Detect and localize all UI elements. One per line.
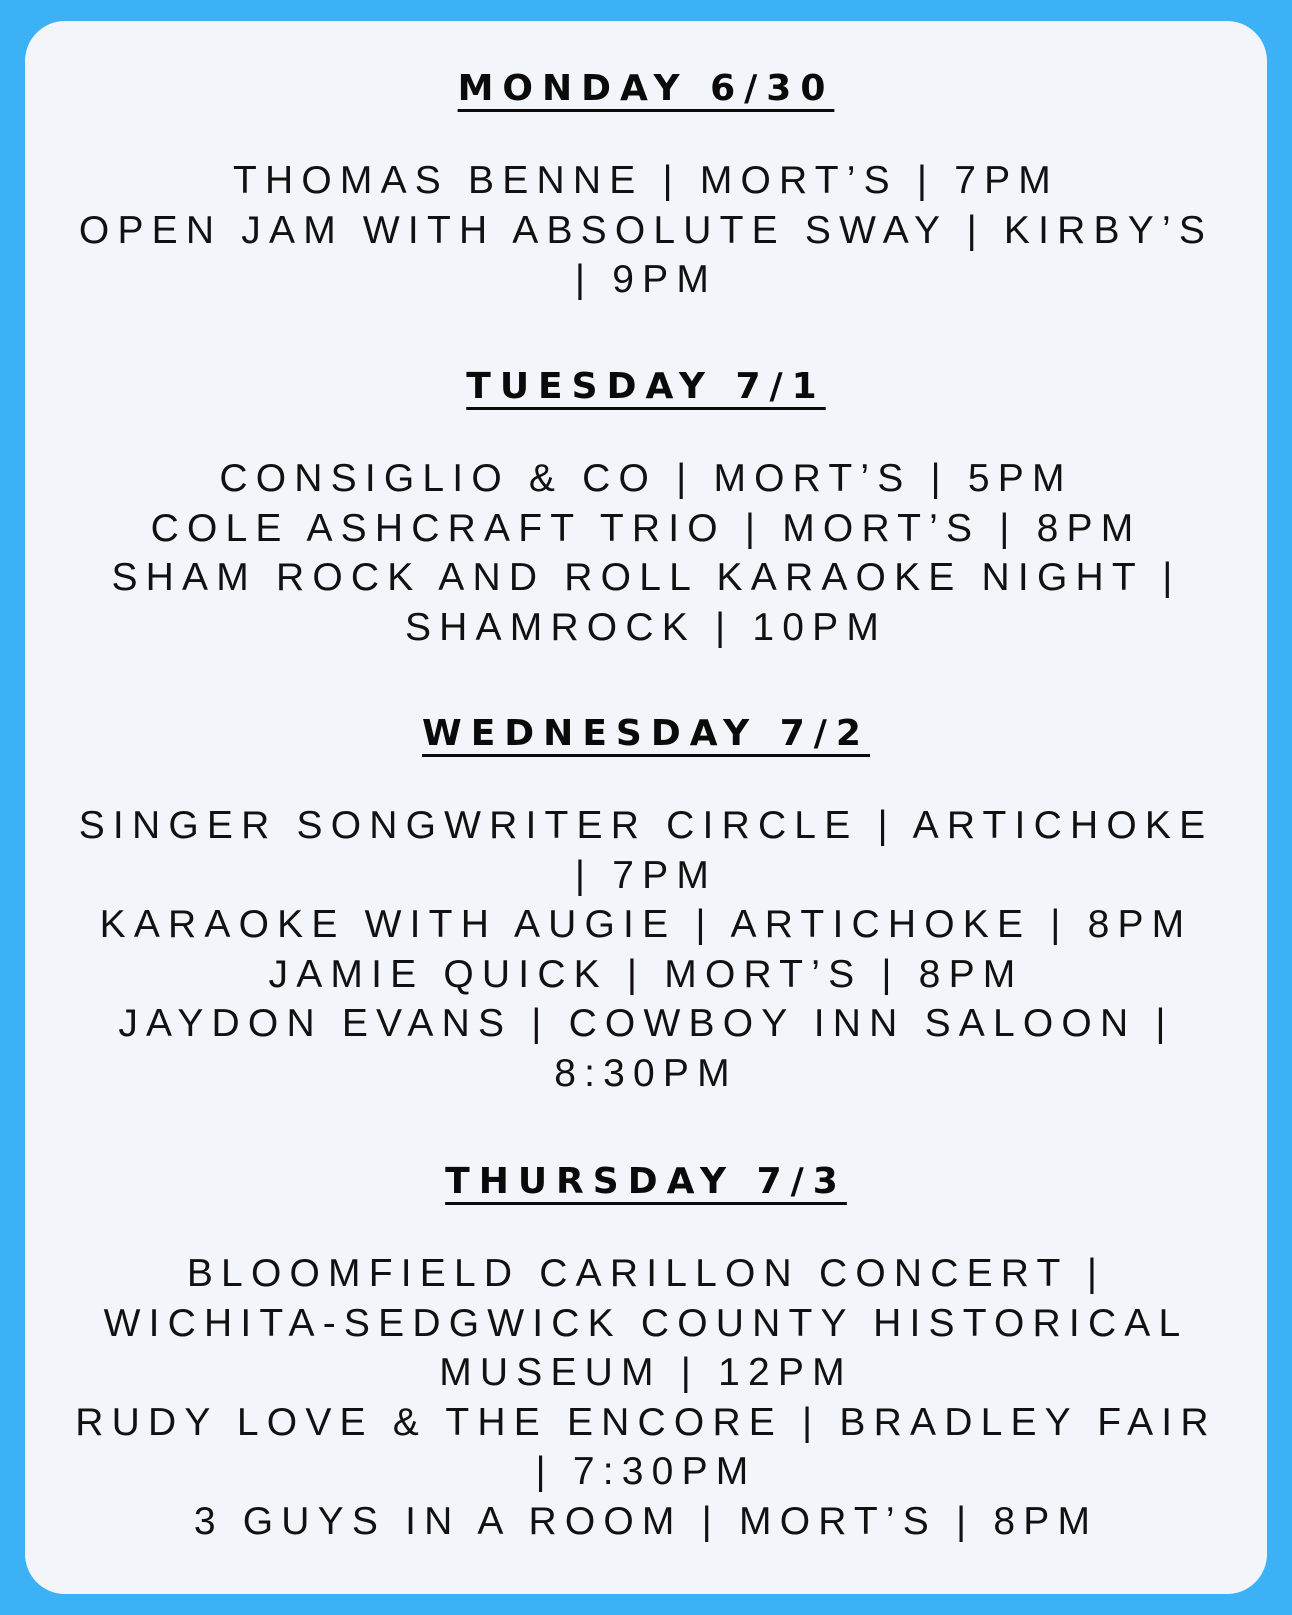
event-item: KARAOKE WITH AUGIE | ARTICHOKE | 8PM (99, 903, 1193, 946)
event-list-tuesday (25, 454, 1267, 652)
day-heading-wednesday: WEDNESDAY 7/2 (422, 713, 870, 754)
day-heading-thursday: THURSDAY 7/3 (445, 1161, 847, 1202)
day-section-tuesday (25, 363, 1267, 652)
event-item: SINGER SONGWRITER CIRCLE | ARTICHOKE | 7PM (78, 804, 1214, 897)
event-item: RUDY LOVE & THE ENCORE | BRADLEY FAIR | 7:30PM (75, 1400, 1217, 1493)
event-item: JAMIE QUICK | MORT’S | 8PM (268, 952, 1024, 996)
event-list-thursday (25, 1249, 1267, 1546)
event-item: COLE ASHCRAFT TRIO | MORT’S | 8PM (150, 506, 1142, 550)
event-item: JAYDON EVANS | COWBOY INN SALOON | 8:30PM (118, 1002, 1174, 1095)
day-section-thursday (25, 1158, 1267, 1546)
event-item: 3 GUYS IN A ROOM | MORT’S | 8PM (193, 1499, 1099, 1543)
event-item: CONSIGLIO & CO | MORT’S | 5PM (219, 457, 1073, 500)
day-heading-tuesday: TUESDAY 7/1 (466, 366, 826, 407)
event-item: OPEN JAM WITH ABSOLUTE SWAY | KIRBY’S | 9PM (78, 208, 1214, 301)
event-item: THOMAS BENNE | MORT’S | 7PM (232, 159, 1059, 202)
day-section-wednesday (25, 710, 1267, 1098)
event-list-monday (25, 156, 1267, 305)
event-item: BLOOMFIELD CARILLON CONCERT | WICHITA-SEDGWICK COUNTY HISTORICAL MUSEUM | 12PM (103, 1252, 1189, 1394)
event-list-wednesday (25, 801, 1267, 1098)
event-item: SHAM ROCK AND ROLL KARAOKE NIGHT | SHAMROCK | 10PM (111, 556, 1181, 649)
day-section-monday (25, 65, 1267, 305)
schedule-card (25, 21, 1267, 1594)
day-heading-monday: MONDAY 6/30 (457, 68, 835, 109)
